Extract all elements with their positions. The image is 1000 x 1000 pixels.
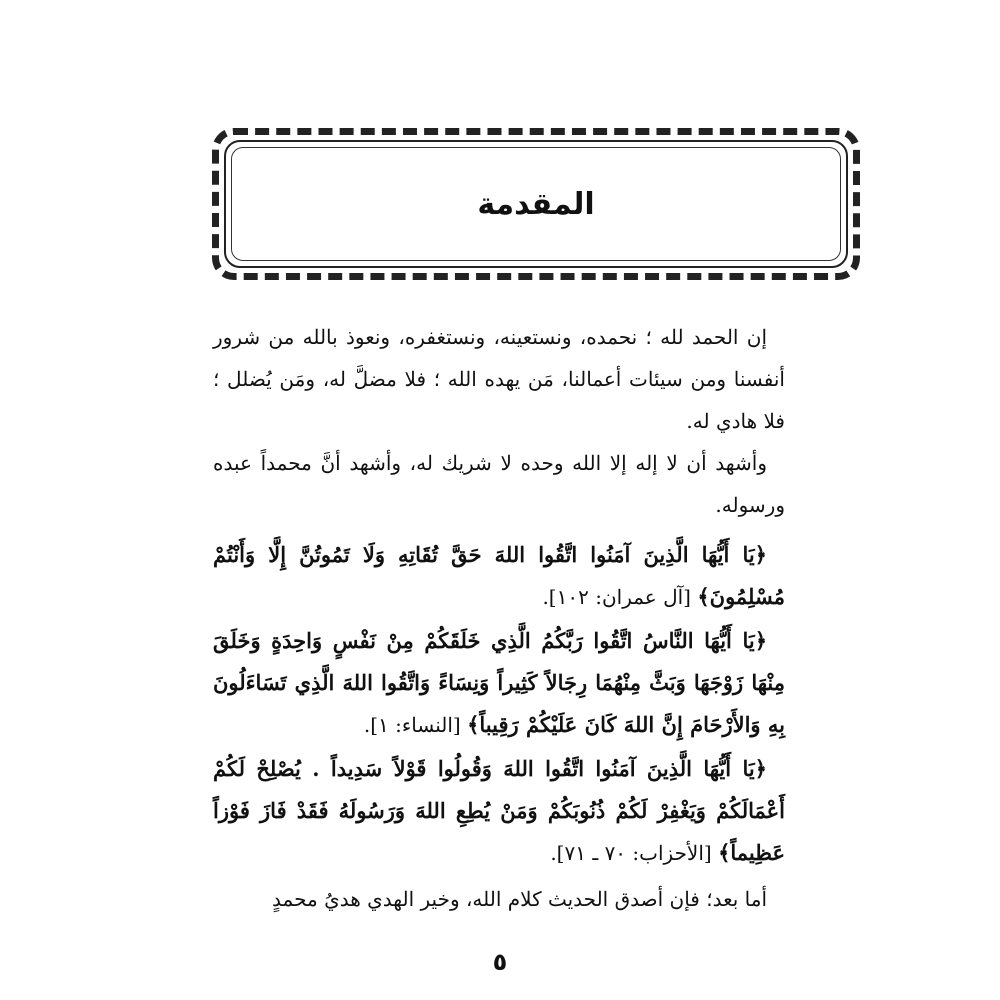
paragraph-ayah-al-ahzab: [213, 748, 785, 874]
chapter-title: المقدمة: [477, 186, 595, 222]
ayah-al-imran-reference: [آل عمران: ١٠٢].: [542, 585, 698, 609]
title-frame-middle-border: [224, 140, 848, 268]
page-number: ٥: [492, 948, 508, 976]
paragraph-amma-bad: أما بعد؛ فإن أصدق الحديث كلام الله، وخير الهدي هديُ محمدٍ: [272, 887, 767, 911]
ayah-an-nisa-reference: [النساء: ١].: [363, 713, 468, 737]
ayah-an-nisa-text: ﴿يَا أَيُّهَا النَّاسُ اتَّقُوا رَبَّكُمُ الَّذِي خَلَقَكُمْ مِنْ نَفْسٍ وَاحِدَةٍ وَخَلَقَ مِنْهَا زَوْجَهَا وَبَثَّ مِنْهُمَا رِجَالاً كَثِيراً وَنِسَاءً وَاتَّقُوا اللهَ الَّذِي تَسَاءَلُونَ بِهِ وَالأَرْحَامَ إِنَّ اللهَ كَانَ عَلَيْكُمْ رَقِيباً﴾: [213, 628, 785, 737]
paragraph-ayah-al-imran: [213, 534, 785, 618]
paragraph-ayah-an-nisa: [213, 620, 785, 746]
ayah-al-ahzab-reference: [الأحزاب: ٧٠ ـ ٧١].: [550, 841, 719, 865]
ayah-al-imran-text: ﴿يَا أَيُّهَا الَّذِينَ آمَنُوا اتَّقُوا اللهَ حَقَّ تُقَاتِهِ وَلَا تَمُوتُنَّ إِلَّا وَأَنْتُمْ مُسْلِمُونَ﴾: [213, 542, 785, 609]
ayah-al-ahzab-text: ﴿يَا أَيُّهَا الَّذِينَ آمَنُوا اتَّقُوا اللهَ وَقُولُوا قَوْلاً سَدِيداً . يُصْلِحْ لَكُمْ أَعْمَالَكُمْ وَيَغْفِرْ لَكُمْ ذُنُوبَكُمْ وَمَنْ يُطِعِ اللهَ وَرَسُولَهُ فَقَدْ فَازَ فَوْزاً عَظِيماً﴾: [213, 756, 785, 865]
title-frame: [212, 128, 860, 280]
title-frame-inner-border: [231, 147, 841, 261]
paragraph-shahada: وأشهد أن لا إله إلا الله وحده لا شريك له، وأشهد أنَّ محمداً عبده ورسوله.: [213, 451, 785, 517]
paragraph-praise: إن الحمد لله ؛ نحمده، ونستعينه، ونستغفره، ونعوذ بالله من شرور أنفسنا ومن سيئات أعمالنا، مَن يهده الله ؛ فلا مضلَّ له، ومَن يُضلل ؛ فلا هادي له.: [213, 325, 785, 433]
